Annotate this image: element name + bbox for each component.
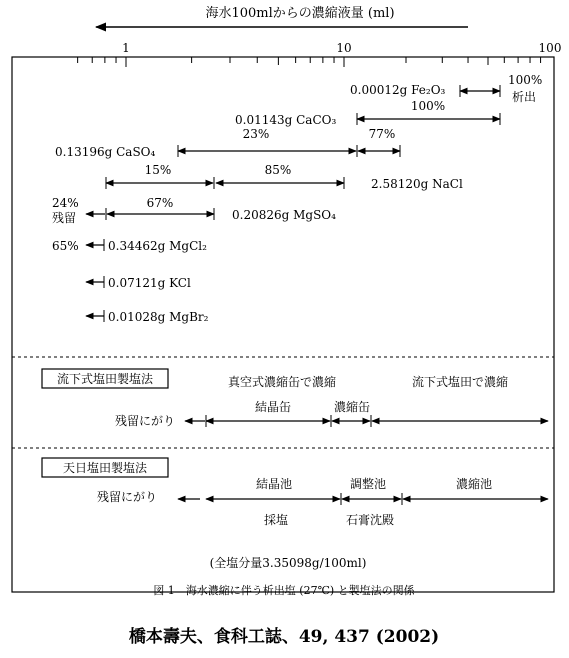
method2-title: 天日塩田製塩法 [62,461,148,475]
citation: 橋本壽夫、食科工誌、49, 437 (2002) [128,627,440,647]
caso4-label: 0.13196g CaSO₄ [55,145,156,159]
tick-label-10: 10 [336,41,352,55]
method2-seg2-top: 調整池 [349,477,387,491]
main-frame [12,57,554,592]
method2-seg1-top: 結晶池 [255,477,293,491]
method2-seg3-top: 濃縮池 [455,477,493,491]
mgso4-label: 0.20826g MgSO₄ [232,208,336,222]
total-salt: (全塩分量3.35098g/100ml) [209,556,367,570]
caco3-pct: 100% [410,99,446,113]
caso4-pct2: 77% [368,127,396,141]
tick-label-1: 1 [122,41,130,55]
fe2o3-label: 0.00012g Fe₂O₃ [350,83,446,97]
method1-upper-right: 流下式塩田で濃縮 [411,375,509,389]
method2-seg1-bottom: 採塩 [263,513,289,527]
tick-label-100: 100 [538,41,562,55]
caso4-pct1: 23% [242,127,270,141]
axis-ticks [78,57,541,67]
axis-header: 海水100mlからの濃縮液量 (ml) [205,6,395,21]
method1-title: 流下式塩田製塩法 [56,372,154,386]
mgso4-pct: 67% [146,196,174,210]
figure-caption: 図 1 海水濃縮に伴う析出塩 (27℃) と製塩法の関係 [153,584,415,597]
mgcl2-label: 0.34462g MgCl₂ [108,239,207,253]
nacl-pct2: 85% [264,163,292,177]
nacl-pct1: 15% [144,163,172,177]
method2-residue: 残留にがり [97,490,158,504]
kcl-label: 0.07121g KCl [108,276,191,290]
method1-upper-left: 真空式濃縮缶で濃縮 [227,375,337,389]
mgcl2-pct-residue: 65% [52,239,79,253]
mgso4-pct-residue: 24% [52,196,79,210]
method1-seg1: 結晶缶 [254,400,292,414]
fe2o3-note: 析出 [512,90,537,104]
caco3-label: 0.01143g CaCO₃ [235,113,337,127]
method1-seg2: 濃縮缶 [333,400,371,414]
mgso4-residue-note: 残留 [52,211,77,225]
fe2o3-pct: 100% [508,73,543,87]
method1-residue: 残留にがり [115,414,176,428]
method2-seg2-bottom: 石膏沈殿 [345,513,395,527]
mgbr2-label: 0.01028g MgBr₂ [108,310,209,324]
nacl-label: 2.58120g NaCl [371,177,463,191]
